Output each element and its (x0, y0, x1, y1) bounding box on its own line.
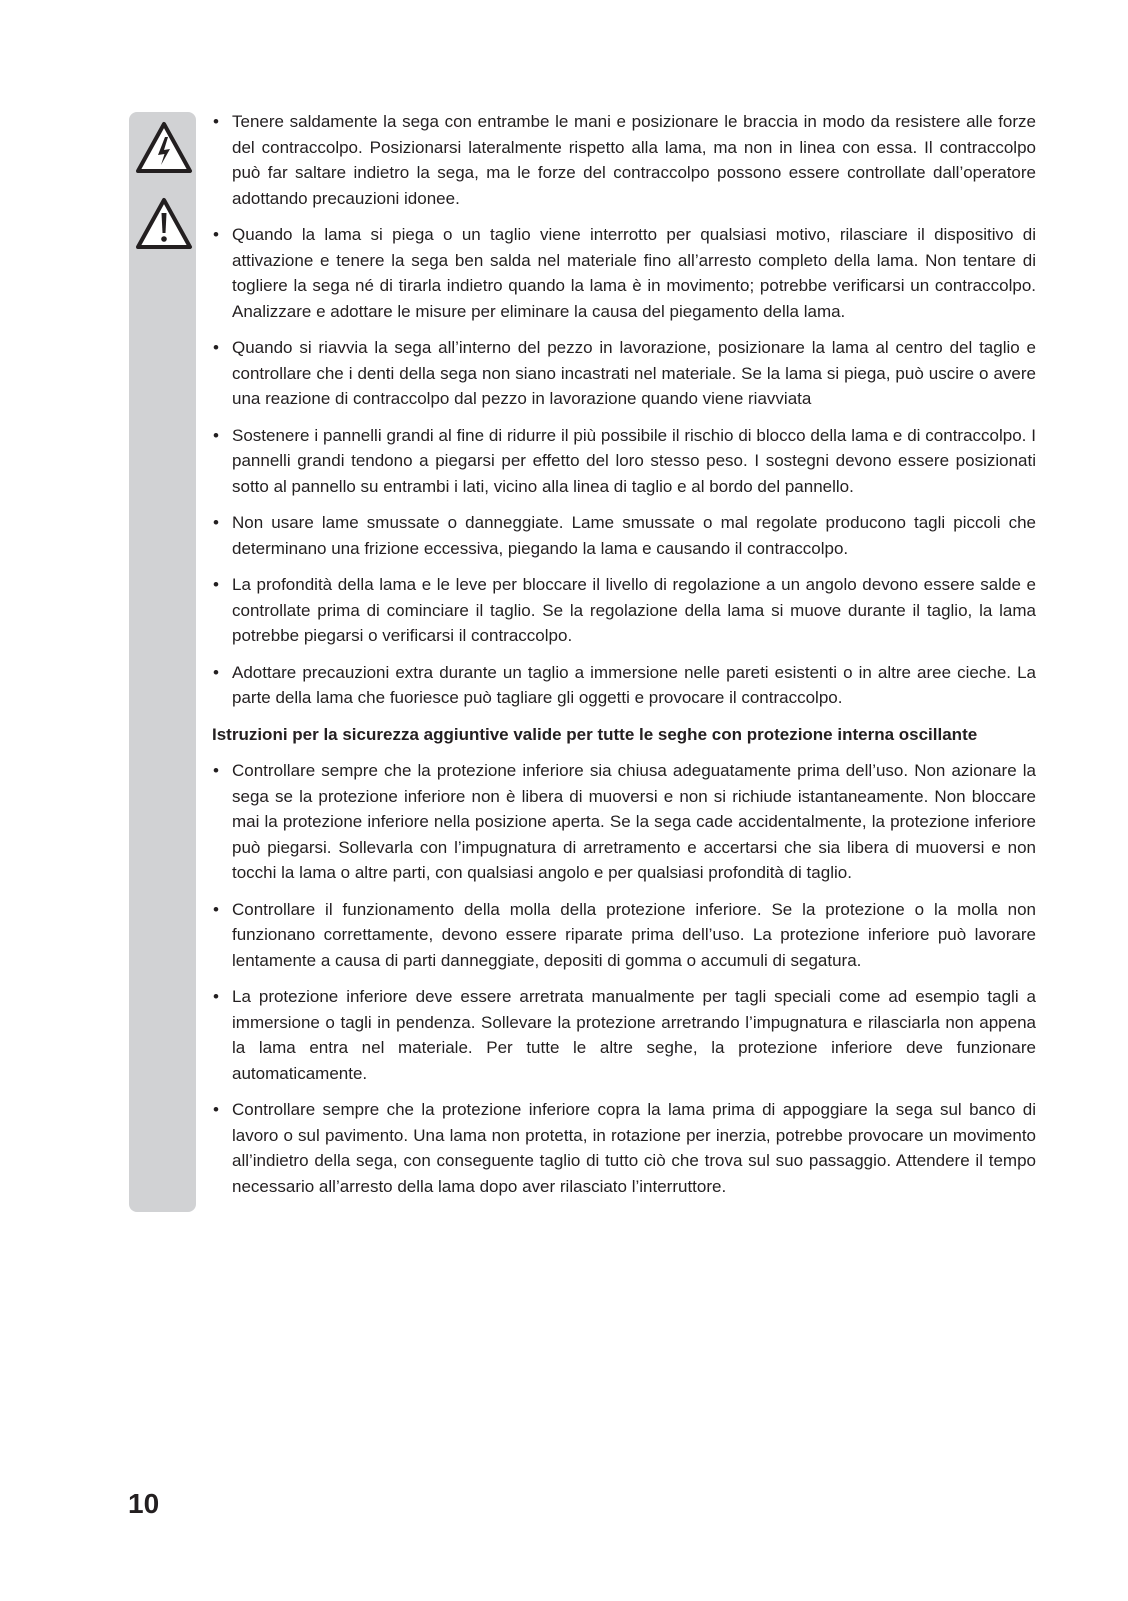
exclamation-warning-icon (134, 196, 194, 252)
list-item: • Quando la lama si piega o un taglio viene interrotto per qualsiasi motivo, rilasciare il dispositivo di attivazione e tenere la sega ben salda nel materiale fino all’arresto completo della lama. Non tentare di togliere la sega né di tirarla indietro quando la lama è in movimento; potrebbe verificarsi un contraccolpo. Analizzare e adottare le misure per eliminare la causa del piegamento della lama. (212, 222, 1036, 324)
warning-sidebar (129, 112, 196, 1212)
high-voltage-warning-icon (134, 120, 194, 176)
list-item: • Quando si riavvia la sega all’interno del pezzo in lavorazione, posizionare la lama al centro del taglio e controllare che i denti della sega non siano incastrati nel materiale. Se la lama si piega, può uscire o avere una reazione di contraccolpo dal pezzo in lavorazione quando viene riavviata (212, 335, 1036, 412)
list-item: • La protezione inferiore deve essere arretrata manualmente per tagli speciali come ad esempio tagli a immersione o tagli in pendenza. Sollevare la protezione arretrando l’impugnatura e rilasciarla non appena la lama entra nel materiale. Per tutte le altre seghe, la protezione inferiore deve funzionare automaticamente. (212, 984, 1036, 1086)
list-item: • Sostenere i pannelli grandi al fine di ridurre il più possibile il rischio di blocco della lama e di contraccolpo. I pannelli grandi tendono a piegarsi per effetto del loro stesso peso. I sostegni devono essere posizionati sotto al pannello su entrambi i lati, vicino alla linea di taglio e al bordo del pannello. (212, 423, 1036, 500)
list-item: • Controllare sempre che la protezione inferiore sia chiusa adeguatamente prima dell’uso. Non azionare la sega se la protezione inferiore non è libera di muoversi e non si richiude istantaneamente. Non bloccare mai la protezione inferiore nella posizione aperta. Se la sega cade accidentalmente, la protezione inferiore può piegarsi. Sollevarla con l’impugnatura di arretramento e accertarsi che sia libera di muoversi e non tocchi la lama o altre parti, con qualsiasi angolo e per qualsiasi profondità di taglio. (212, 758, 1036, 886)
kickback-instructions-list (212, 109, 1036, 711)
safety-instructions (212, 109, 1036, 1210)
list-item: • La profondità della lama e le leve per bloccare il livello di regolazione a un angolo devono essere salde e controllate prima di cominciare il taglio. Se la regolazione della lama si muove durante il taglio, la lama potrebbe piegarsi o verificarsi il contraccolpo. (212, 572, 1036, 649)
list-item: • Controllare sempre che la protezione inferiore copra la lama prima di appoggiare la sega sul banco di lavoro o sul pavimento. Una lama non protetta, in rotazione per inerzia, potrebbe provocare un movimento all’indietro della sega, con conseguente taglio di tutto ciò che trova sul suo passaggio. Attendere il tempo necessario all’arresto della lama dopo aver rilasciato l’interruttore. (212, 1097, 1036, 1199)
lower-guard-instructions-list (212, 758, 1036, 1199)
list-item: • Controllare il funzionamento della molla della protezione inferiore. Se la protezione o la molla non funzionano correttamente, devono essere riparate prima dell’uso. La protezione inferiore può lavorare lentamente a causa di parti danneggiate, depositi di gomma o accumuli di segatura. (212, 897, 1036, 974)
page-number: 10 (128, 1488, 160, 1519)
section-heading: Istruzioni per la sicurezza aggiuntive valide per tutte le seghe con protezione interna oscillante (212, 724, 978, 744)
list-item: • Tenere saldamente la sega con entrambe le mani e posizionare le braccia in modo da resistere alle forze del contraccolpo. Posizionarsi lateralmente rispetto alla lama, ma non in linea con essa. Il contraccolpo può far saltare indietro la sega, ma le forze del contraccolpo possono essere controllate dall’operatore adottando precauzioni idonee. (212, 109, 1036, 211)
list-item: • Non usare lame smussate o danneggiate. Lame smussate o mal regolate producono tagli piccoli che determinano una frizione eccessiva, piegando la lama e causando il contraccolpo. (212, 510, 1036, 561)
list-item: • Adottare precauzioni extra durante un taglio a immersione nelle pareti esistenti o in altre aree cieche. La parte della lama che fuoriesce può tagliare gli oggetti e provocare il contraccolpo. (212, 660, 1036, 711)
